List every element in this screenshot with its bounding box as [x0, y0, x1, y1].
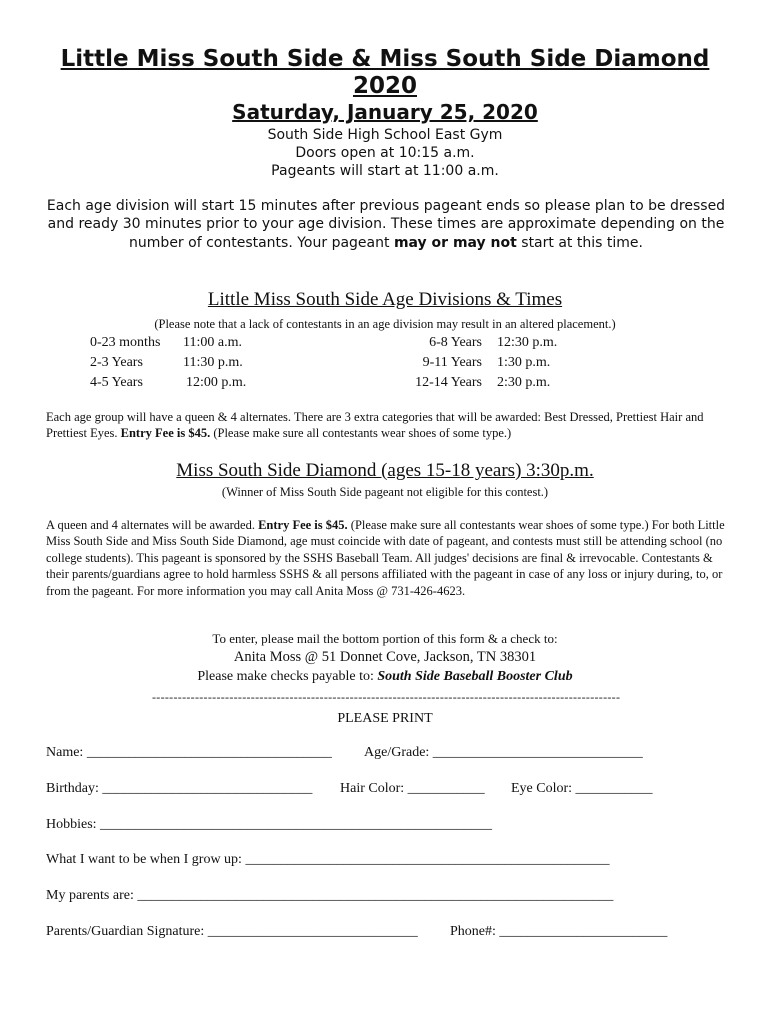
awards-fee: Entry Fee is $45. — [120, 426, 211, 441]
event-date: Saturday, January 25, 2020 — [232, 100, 538, 124]
awards-note: (Please make sure all contestants wear shoes of some type.) — [210, 426, 512, 441]
diamond-paragraph — [46, 517, 726, 599]
signature-field[interactable]: Parents/Guardian Signature: ______________________________ — [46, 924, 418, 939]
payable-name: South Side Baseball Booster Club — [377, 669, 573, 684]
diamond-rules: (Please make sure all contestants wear shoes of some type.) For both Little Miss South Side and Miss South Side Diamond, age must coincide with date of pageant, and contests must still be attending school (no college students). This pageant is sponsored by the SSHS Baseball Team. All judges' decisions are final & irrevocable. Contestants & their parents/guardians agree to hold harmless SSHS & all persons affiliated with the pageant in case of any loss or injury during, to, or from the pageant. For more information you may call Anita Moss @ 731-426-4623. — [46, 518, 725, 598]
little-miss-heading: Little Miss South Side Age Divisions & Times — [207, 289, 563, 310]
form-row-signature — [46, 924, 726, 940]
eye-color-field[interactable]: Eye Color: ___________ — [511, 781, 653, 796]
name-field[interactable]: Name: ___________________________________ — [46, 745, 332, 760]
intro-emphasis: may or may not — [393, 234, 517, 251]
title-line-2: 2020 — [352, 73, 417, 99]
diamond-fee: Entry Fee is $45. — [258, 518, 348, 532]
venue: South Side High School East Gym — [267, 127, 503, 143]
doors-time: Doors open at 10:15 a.m. — [295, 145, 475, 161]
mailing-address: Anita Moss @ 51 Donnet Cove, Jackson, TN 38301 — [233, 649, 537, 665]
diamond-note: (Winner of Miss South Side pageant not eligible for this contest.) — [221, 485, 549, 499]
grow-up-field[interactable]: What I want to be when I grow up: ____________________________________________________ — [46, 852, 610, 867]
schedule-row: 4-5 Years 12:00 p.m. — [90, 375, 247, 390]
payable-line — [0, 669, 770, 685]
title-line-1: Little Miss South Side & Miss South Side Diamond — [60, 46, 710, 72]
awards-text: Each age group will have a queen & 4 alternates. There are 3 extra categories that will be awarded: Best Dressed, Prettiest Hair and Prettiest Eyes. — [46, 410, 704, 441]
schedule-right — [390, 333, 570, 393]
hobbies-field[interactable]: Hobbies: ________________________________________________________ — [46, 817, 493, 832]
phone-field[interactable]: Phone#: ________________________ — [450, 924, 668, 939]
diamond-heading: Miss South Side Diamond (ages 15-18 years) 3:30p.m. — [176, 460, 594, 481]
schedule-row: 0-23 months 11:00 a.m. — [90, 335, 242, 350]
form-row-birthday — [46, 781, 726, 797]
cut-line: ------------------------------------------------------------------------------------------------------------- — [152, 690, 621, 704]
intro-text: Each age division will start 15 minutes after previous pageant ends so please plan to be dressed and ready 30 minutes prior to your age division. These times are approximate depending on the number of contestants. Your pageant — [46, 198, 726, 251]
age-grade-field[interactable]: Age/Grade: ______________________________ — [364, 745, 643, 760]
please-print: PLEASE PRINT — [337, 711, 433, 726]
awards-paragraph — [46, 409, 726, 442]
schedule-row: 6-8 Years 12:30 p.m. — [429, 335, 558, 350]
schedule-row: 12-14 Years 2:30 p.m. — [415, 375, 551, 390]
payable-label: Please make checks payable to: — [197, 669, 378, 684]
birthday-field[interactable]: Birthday: ______________________________ — [46, 781, 313, 796]
intro-text-end: start at this time. — [516, 234, 643, 251]
enter-instructions: To enter, please mail the bottom portion of this form & a check to: — [212, 631, 558, 646]
schedule-left — [90, 333, 246, 393]
parents-field[interactable]: My parents are: ____________________________________________________________________ — [46, 888, 614, 903]
page-title — [0, 46, 770, 100]
pageant-start: Pageants will start at 11:00 a.m. — [271, 163, 499, 179]
event-info — [0, 126, 770, 180]
intro-paragraph — [46, 197, 726, 252]
diamond-text: A queen and 4 alternates will be awarded. — [46, 518, 259, 532]
hair-color-field[interactable]: Hair Color: ___________ — [340, 781, 485, 796]
schedule-row: 9-11 Years 1:30 p.m. — [422, 355, 551, 370]
form-row-name — [46, 745, 726, 761]
little-miss-note: (Please note that a lack of contestants in an age division may result in an altered placement.) — [154, 317, 616, 331]
schedule-row: 2-3 Years 11:30 p.m. — [90, 355, 243, 370]
